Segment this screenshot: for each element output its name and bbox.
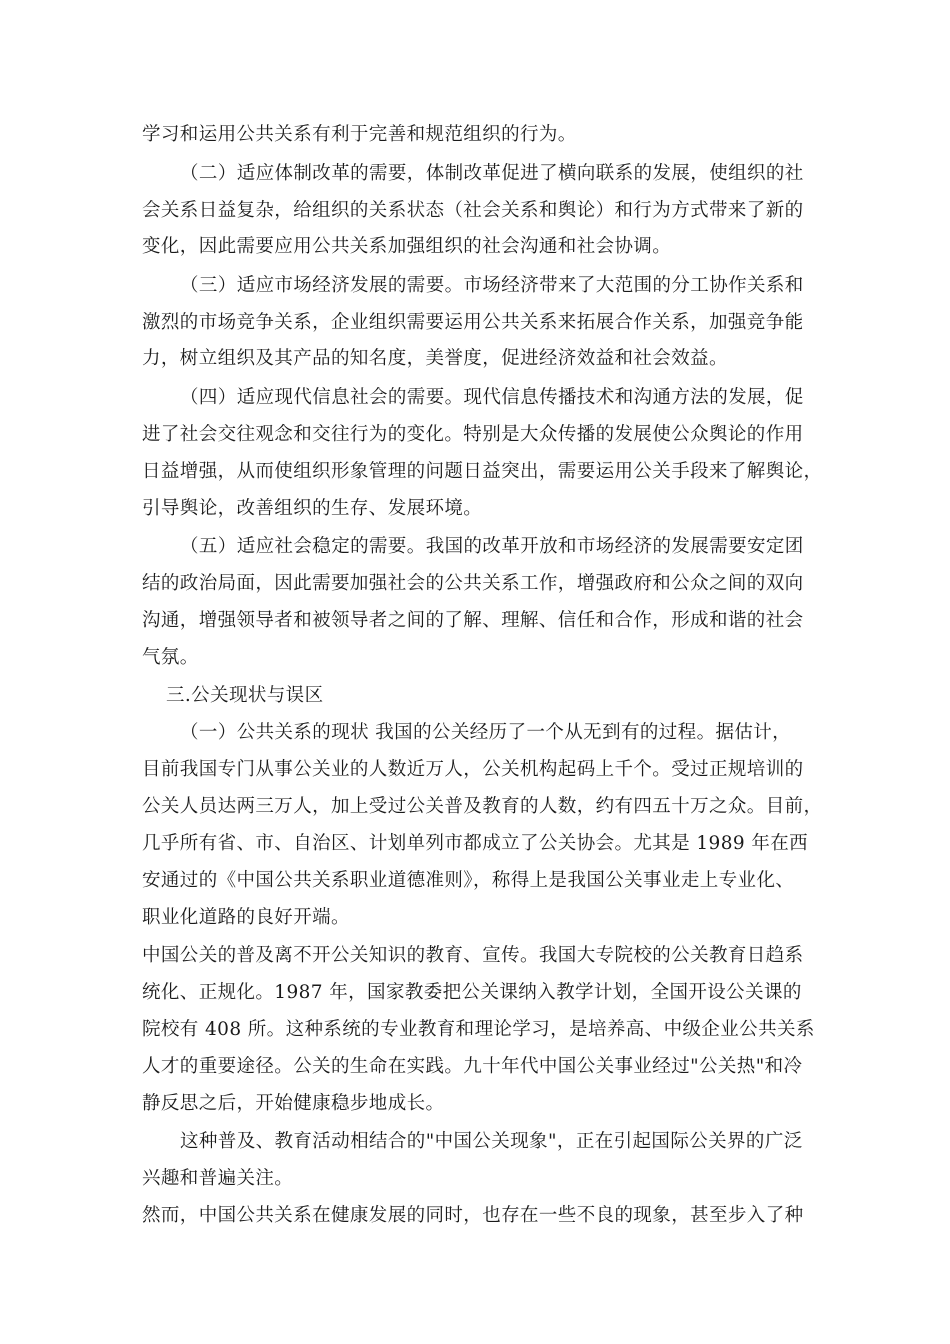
paragraph-3-start: （三）适应市场经济发展的需要。市场经济带来了大范围的分工协作关系和: [180, 275, 804, 296]
text-line: 气氛。: [142, 647, 199, 668]
text-line: 会关系日益复杂，给组织的关系状态（社会关系和舆论）和行为方式带来了新的: [142, 200, 804, 221]
text-line: 目前我国专门从事公关业的人数近万人，公关机构起码上千个。受过正规培训的: [142, 759, 804, 780]
text-line: 进了社会交往观念和交往行为的变化。特别是大众传播的发展使公众舆论的作用: [142, 424, 804, 445]
text-line: 几乎所有省、市、自治区、计划单列市都成立了公关协会。尤其是 1989 年在西: [142, 833, 809, 854]
text-line: 职业化道路的良好开端。: [142, 907, 350, 928]
paragraph-6-start: （一）公共关系的现状 我国的公关经历了一个从无到有的过程。据估计，: [180, 722, 792, 743]
text-line: 安通过的《中国公共关系职业道德准则》，称得上是我国公关事业走上专业化、: [142, 870, 795, 891]
text-line: 公关人员达两三万人，加上受过公关普及教育的人数，约有四五十万之众。目前，: [142, 796, 823, 817]
text-line: 兴趣和普遍关注。: [142, 1168, 294, 1189]
paragraph-2-start: （二）适应体制改革的需要，体制改革促进了横向联系的发展，使组织的社: [180, 163, 804, 184]
text-line: 日益增强，从而使组织形象管理的问题日益突出，需要运用公关手段来了解舆论，: [142, 461, 823, 482]
section-heading: 三.公关现状与误区: [166, 685, 324, 706]
text-line: 力，树立组织及其产品的知名度，美誉度，促进经济效益和社会效益。: [142, 348, 728, 369]
text-line: 院校有 408 所。这种系统的专业教育和理论学习，是培养高、中级企业公共关系: [142, 1019, 815, 1040]
paragraph-4-start: （四）适应现代信息社会的需要。现代信息传播技术和沟通方法的发展，促: [180, 387, 804, 408]
text-line: 引导舆论，改善组织的生存、发展环境。: [142, 498, 483, 519]
text-line: 变化，因此需要应用公共关系加强组织的社会沟通和社会协调。: [142, 236, 672, 257]
text-line: 学习和运用公共关系有利于完善和规范组织的行为。: [142, 124, 577, 145]
text-line: 人才的重要途径。公关的生命在实践。九十年代中国公关事业经过"公关热"和冷: [142, 1056, 803, 1077]
paragraph-7-start: 中国公关的普及离不开公关知识的教育、宣传。我国大专院校的公关教育日趋系: [142, 945, 804, 966]
text-line: 统化、正规化。1987 年，国家教委把公关课纳入教学计划，全国开设公关课的: [142, 982, 802, 1003]
text-line: 激烈的市场竞争关系，企业组织需要运用公共关系来拓展合作关系，加强竞争能: [142, 312, 804, 333]
text-line: 沟通，增强领导者和被领导者之间的了解、理解、信任和合作，形成和谐的社会: [142, 610, 804, 631]
text-line: 结的政治局面，因此需要加强社会的公共关系工作，增强政府和公众之间的双向: [142, 573, 804, 594]
text-line: 静反思之后，开始健康稳步地成长。: [142, 1093, 445, 1114]
paragraph-8-start: 这种普及、教育活动相结合的"中国公关现象"，正在引起国际公关界的广泛: [180, 1131, 803, 1152]
paragraph-5-start: （五）适应社会稳定的需要。我国的改革开放和市场经济的发展需要安定团: [180, 536, 804, 557]
paragraph-9-start: 然而，中国公共关系在健康发展的同时，也存在一些不良的现象，甚至步入了种: [142, 1205, 804, 1226]
